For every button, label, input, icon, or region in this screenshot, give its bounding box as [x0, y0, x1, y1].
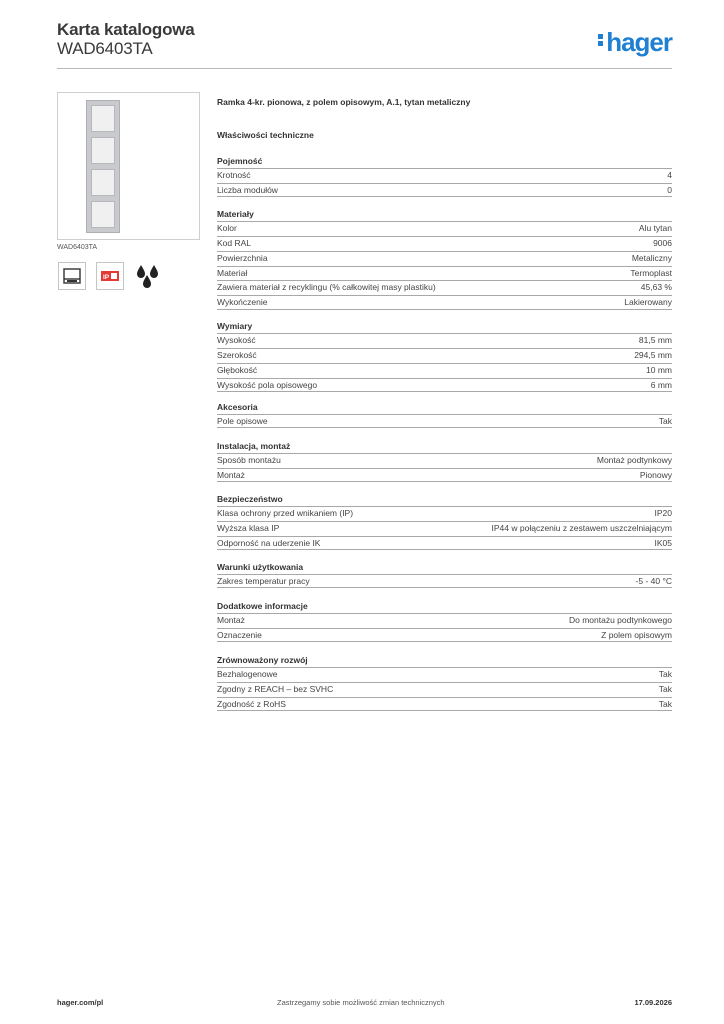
spec-label: Wyższa klasa IP	[217, 522, 280, 533]
spec-row	[217, 378, 672, 392]
spec-row	[217, 468, 672, 482]
spec-row	[217, 251, 672, 265]
frame-drawing	[86, 100, 120, 233]
spec-row	[217, 295, 672, 309]
spec-row	[217, 628, 672, 642]
spec-row	[217, 521, 672, 535]
spec-label: Krotność	[217, 170, 251, 180]
spec-row	[217, 536, 672, 550]
spec-row	[217, 613, 672, 627]
spec-label: Oznaczenie	[217, 629, 262, 640]
section-title: Wymiary	[217, 321, 253, 331]
frame-slot	[91, 201, 115, 228]
frame-slot	[91, 169, 115, 196]
spec-row	[217, 348, 672, 362]
spec-value: Termoplast	[630, 267, 672, 278]
section-title: Bezpieczeństwo	[217, 494, 283, 504]
spec-value: 0	[667, 184, 672, 195]
spec-row	[217, 453, 672, 467]
spec-label: Zgodny z REACH – bez SVHC	[217, 683, 334, 694]
surface-mount-icon	[58, 262, 86, 290]
spec-row	[217, 236, 672, 250]
spec-label: Kolor	[217, 223, 237, 233]
spec-row	[217, 574, 672, 588]
section-title: Instalacja, montaż	[217, 441, 291, 451]
spec-label: Montaż	[217, 469, 245, 480]
spec-value: 294,5 mm	[634, 349, 672, 360]
ip-rating-icon	[96, 262, 124, 290]
logo-text: hager	[606, 27, 672, 57]
svg-text:IP: IP	[103, 274, 110, 281]
spec-row	[217, 183, 672, 197]
section-title: Warunki użytkowania	[217, 562, 304, 572]
frame-slot	[91, 137, 115, 164]
spec-value: 45,63 %	[640, 282, 672, 293]
spec-value: Pionowy	[639, 469, 672, 480]
spec-label: Wysokość	[217, 335, 256, 345]
spec-label: Szerokość	[217, 349, 257, 360]
spec-label: Głębokość	[217, 364, 258, 375]
water-drops-icon	[134, 262, 162, 290]
spec-label: Odporność na uderzenie IK	[217, 537, 321, 548]
spec-label: Wysokość pola opisowego	[217, 379, 318, 390]
spec-label: Zgodność z RoHS	[217, 698, 286, 709]
footer-date: 17.09.2026	[634, 998, 672, 1007]
spec-label: Wykończenie	[217, 297, 268, 308]
spec-value: Alu tytan	[638, 223, 672, 233]
logo-dots-icon	[598, 32, 604, 48]
spec-value: 10 mm	[646, 364, 672, 375]
spec-value: Tak	[658, 698, 672, 709]
spec-value: Tak	[658, 669, 672, 679]
spec-label: Montaż	[217, 615, 245, 625]
spec-row	[217, 280, 672, 294]
spec-value: Montaż podtynkowy	[596, 455, 672, 465]
spec-label: Sposób montażu	[217, 455, 281, 465]
spec-row	[217, 414, 672, 428]
spec-value: Lakierowany	[624, 297, 672, 308]
spec-label: Zawiera materiał z recyklingu (% całkowitej masy plastiku)	[217, 282, 436, 293]
spec-value: IP44 w połączeniu z zestawem uszczelniającym	[491, 522, 672, 533]
footer-disclaimer: Zastrzegamy sobie możliwość zmian technicznych	[277, 998, 445, 1007]
document-title: Karta katalogowa	[57, 20, 195, 39]
spec-row	[217, 506, 672, 520]
product-image	[57, 92, 200, 240]
image-caption: WAD6403TA	[57, 244, 98, 251]
hager-logo	[598, 27, 672, 58]
spec-value: Tak	[658, 683, 672, 694]
section-title: Pojemność	[217, 156, 263, 166]
product-description: Ramka 4-kr. pionowa, z polem opisowym, A.1, tytan metaliczny	[217, 97, 471, 107]
spec-row	[217, 363, 672, 377]
footer-website[interactable]: hager.com/pl	[57, 998, 104, 1007]
spec-value: IP20	[654, 508, 672, 518]
section-title: Materiały	[217, 209, 254, 219]
spec-row	[217, 333, 672, 347]
frame-slot	[91, 105, 115, 132]
spec-value: 9006	[653, 237, 672, 248]
spec-value: IK05	[654, 537, 672, 548]
spec-row	[217, 266, 672, 280]
spec-label: Kod RAL	[217, 237, 252, 248]
spec-value: Z polem opisowym	[601, 629, 672, 640]
spec-label: Pole opisowe	[217, 416, 268, 426]
header-divider	[57, 68, 672, 69]
spec-row	[217, 221, 672, 235]
spec-label: Zakres temperatur pracy	[217, 576, 310, 586]
spec-value: Metaliczny	[631, 252, 672, 263]
spec-row	[217, 682, 672, 696]
spec-value: 6 mm	[650, 379, 672, 390]
spec-label: Materiał	[217, 267, 248, 278]
section-title: Akcesoria	[217, 402, 258, 412]
spec-value: 4	[667, 170, 672, 180]
spec-label: Powierzchnia	[217, 252, 268, 263]
spec-row	[217, 667, 672, 681]
spec-label: Bezhalogenowe	[217, 669, 278, 679]
spec-value: Tak	[658, 416, 672, 426]
product-code: WAD6403TA	[57, 39, 153, 58]
spec-value: Do montażu podtynkowego	[568, 615, 672, 625]
spec-row	[217, 697, 672, 711]
spec-value: 81,5 mm	[638, 335, 672, 345]
spec-row	[217, 168, 672, 182]
spec-label: Liczba modułów	[217, 184, 278, 195]
section-title: Zrównoważony rozwój	[217, 655, 308, 665]
properties-heading: Właściwości techniczne	[217, 130, 314, 140]
section-title: Dodatkowe informacje	[217, 601, 308, 611]
spec-value: -5 - 40 °C	[635, 576, 672, 586]
spec-label: Klasa ochrony przed wnikaniem (IP)	[217, 508, 354, 518]
